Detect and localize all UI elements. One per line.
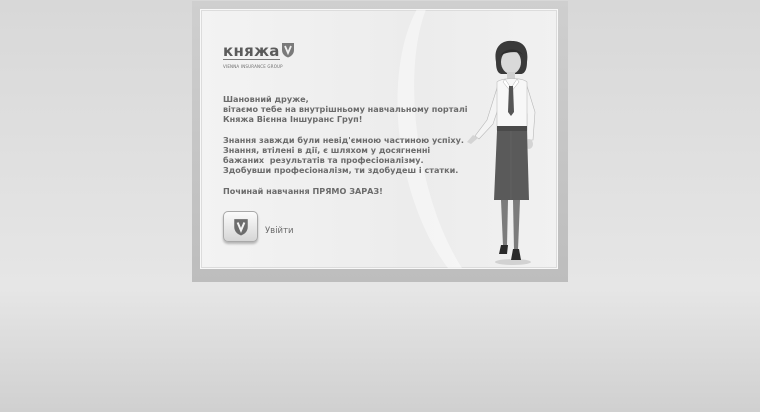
login-control[interactable] — [223, 211, 294, 242]
call-to-action-text: Починай навчання ПРЯМО ЗАРАЗ! — [223, 185, 383, 196]
shield-logo-icon — [233, 218, 249, 236]
knowledge-line: Здобувши професіоналізм, ти здобудеш і статки. — [223, 165, 459, 176]
welcome-panel — [200, 9, 558, 269]
knowledge-line: бажаних результатів та професіоналізму. — [223, 155, 424, 166]
greeting-line: Княжа Вієнна Іншуранс Груп! — [223, 114, 363, 125]
greeting-line: вітаємо тебе на внутрішньому навчальному порталі — [223, 104, 468, 115]
logo-tagline: VIENNA INSURANCE GROUP — [223, 63, 283, 69]
call-to-action — [223, 186, 483, 196]
knowledge-line: Знання, втілені в дії, є шляхом у досягненні — [223, 145, 431, 155]
login-label[interactable]: Увійти — [265, 225, 294, 236]
shield-logo-icon — [281, 42, 295, 62]
logo-brand-name: княжа — [223, 42, 280, 60]
assistant-illustration — [463, 40, 553, 269]
greeting-line: Шановний друже, — [223, 94, 309, 104]
portal-frame — [192, 1, 568, 282]
knowledge-paragraph — [223, 135, 483, 176]
login-button[interactable] — [223, 211, 258, 242]
knowledge-line: Знання завжди були невід'ємною частиною успіху. — [223, 134, 464, 145]
welcome-text — [223, 94, 483, 206]
greeting-paragraph — [223, 94, 483, 125]
company-logo — [223, 41, 295, 69]
